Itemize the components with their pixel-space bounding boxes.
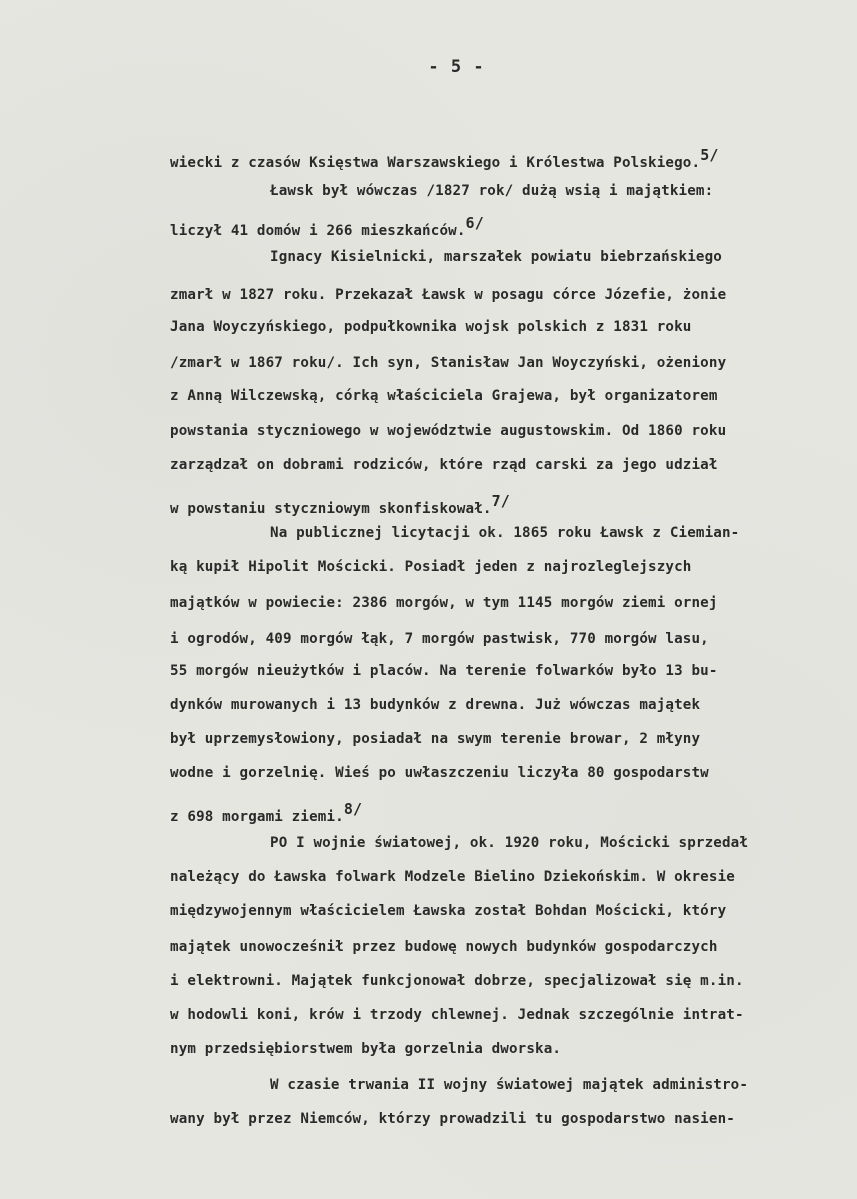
- text-line: [170, 318, 692, 336]
- text-line: [170, 662, 718, 680]
- line-text: i ogrodów, 409 morgów łąk, 7 morgów pastwisk, 770 morgów lasu,: [170, 631, 709, 647]
- line-text: wany był przez Niemców, którzy prowadzili tu gospodarstwo nasien-: [170, 1111, 735, 1127]
- text-line: [170, 492, 510, 518]
- line-text: w powstaniu styczniowym skonfiskował.: [170, 501, 492, 517]
- footnote-marker: 8/: [343, 800, 363, 818]
- text-line: [170, 800, 362, 826]
- text-line: [170, 696, 700, 714]
- text-line: [170, 456, 718, 474]
- footnote-marker: 7/: [491, 492, 510, 510]
- line-text: międzywojennym właścicielem Ławska został Bohdan Mościcki, który: [170, 903, 727, 919]
- text-line: [170, 387, 718, 405]
- text-line: [170, 214, 484, 240]
- line-text: z 698 morgami ziemi.: [170, 809, 344, 825]
- footnote-marker: 6/: [465, 214, 484, 232]
- line-text: W czasie trwania II wojny światowej majątek administro-: [270, 1077, 749, 1093]
- text-line: [270, 834, 748, 852]
- text-line: [170, 630, 709, 648]
- line-text: 55 morgów nieużytków i placów. Na terenie folwarków było 13 bu-: [170, 663, 718, 679]
- text-line: [170, 422, 726, 440]
- line-text: z Anną Wilczewską, córką właściciela Grajewa, był organizatorem: [170, 388, 718, 404]
- line-text: liczył 41 domów i 266 mieszkańców.: [170, 223, 466, 239]
- text-line: [170, 972, 744, 990]
- text-line: [170, 938, 718, 956]
- text-line: [170, 1110, 735, 1128]
- line-text: Ignacy Kisielnicki, marszałek powiatu biebrzańskiego: [270, 249, 722, 265]
- line-text: wiecki z czasów Księstwa Warszawskiego i Królestwa Polskiego.: [170, 155, 701, 171]
- text-line: [170, 594, 718, 612]
- text-line: [170, 1040, 561, 1058]
- text-line: [270, 1076, 748, 1094]
- text-line: [170, 286, 726, 304]
- line-text: /zmarł w 1867 roku/. Ich syn, Stanisław Jan Woyczyński, ożeniony: [170, 355, 727, 371]
- line-text: PO I wojnie światowej, ok. 1920 roku, Mościcki sprzedał: [270, 835, 749, 851]
- footnote-marker: 5/: [700, 146, 719, 164]
- line-text: zarządzał on dobrami rodziców, które rząd carski za jego udział: [170, 457, 718, 473]
- text-line: [170, 730, 700, 748]
- text-line: [170, 146, 719, 172]
- text-line: [170, 558, 692, 576]
- line-text: i elektrowni. Majątek funkcjonował dobrze, specjalizował się m.in.: [170, 973, 744, 989]
- line-text: Ławsk był wówczas /1827 rok/ dużą wsią i majątkiem:: [270, 183, 714, 199]
- text-line: [170, 764, 709, 782]
- line-text: powstania styczniowego w województwie augustowskim. Od 1860 roku: [170, 423, 727, 439]
- line-text: należący do Ławska folwark Modzele Bielino Dziekońskim. W okresie: [170, 869, 735, 885]
- page-number: - 5 -: [428, 57, 485, 77]
- text-line: [270, 182, 713, 200]
- text-line: [170, 868, 735, 886]
- line-text: w hodowli koni, krów i trzody chlewnej. Jednak szczególnie intrat-: [170, 1007, 744, 1023]
- line-text: Jana Woyczyńskiego, podpułkownika wojsk polskich z 1831 roku: [170, 319, 692, 335]
- line-text: majątek unowocześnił przez budowę nowych budynków gospodarczych: [170, 939, 718, 955]
- line-text: majątków w powiecie: 2386 morgów, w tym 1145 morgów ziemi ornej: [170, 595, 718, 611]
- line-text: dynków murowanych i 13 budynków z drewna. Już wówczas majątek: [170, 697, 701, 713]
- line-text: nym przedsiębiorstwem była gorzelnia dworska.: [170, 1041, 562, 1057]
- text-line: [270, 524, 739, 542]
- text-line: [170, 354, 726, 372]
- text-line: [170, 1006, 744, 1024]
- text-line: [270, 248, 722, 266]
- line-text: Na publicznej licytacji ok. 1865 roku Ławsk z Ciemian-: [270, 525, 740, 541]
- line-text: zmarł w 1827 roku. Przekazał Ławsk w posagu córce Józefie, żonie: [170, 287, 727, 303]
- line-text: ką kupił Hipolit Mościcki. Posiadł jeden z najrozleglejszych: [170, 559, 692, 575]
- line-text: wodne i gorzelnię. Wieś po uwłaszczeniu liczyła 80 gospodarstw: [170, 765, 709, 781]
- line-text: był uprzemysłowiony, posiadał na swym terenie browar, 2 młyny: [170, 731, 701, 747]
- text-line: [170, 902, 726, 920]
